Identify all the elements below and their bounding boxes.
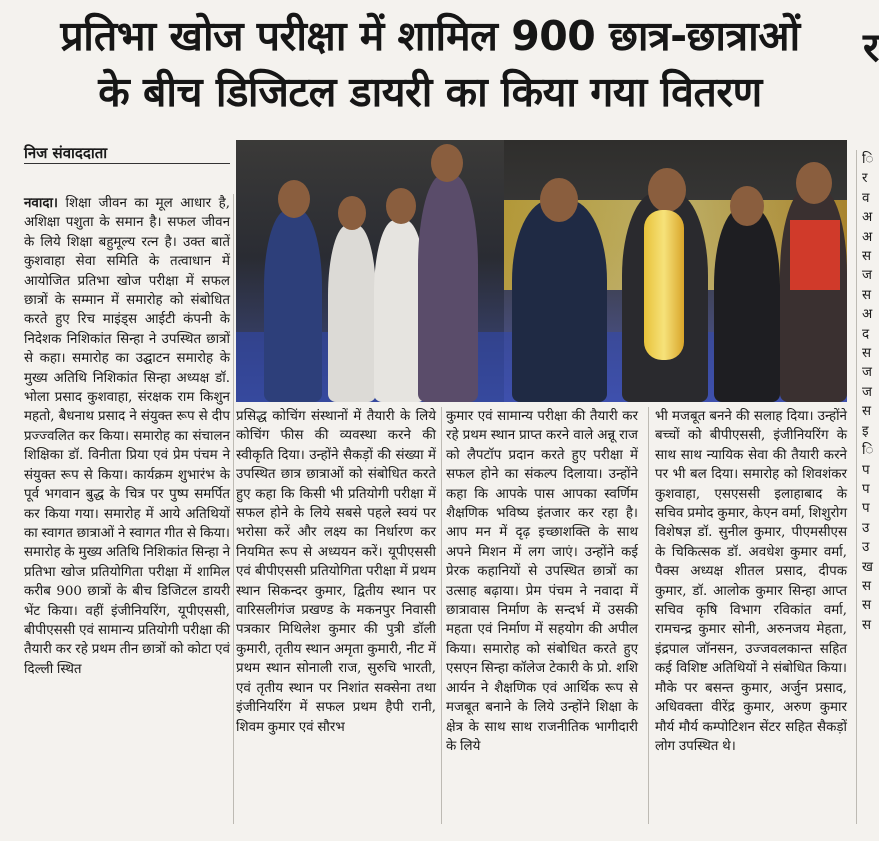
byline: निज संवाददाता [24,143,230,164]
article-column-1-text: शिक्षा जीवन का मूल आधार है, अशिक्षा पशुता के समान है। सफल जीवन के लिये शिक्षा बहुमूल्य रत्न है। उक्त बातें कुशवाहा सेवा समिति के तत्वाधान में आयोजित प्रतिभा खोज परीक्षा में सफल छात्रों के सम्मान में समारोह को संबोधित करते हुए रिच माइंड्स आईटी कंपनी के निदेशक निशिकांत सिन्हा ने उपस्थित छात्रों से कहा। समारोह का उद्घाटन समारोह के मुख्य अतिथि निशिकांत सिन्हा अध्यक्ष डॉ. भोला प्रसाद कुशवाहा, संरक्षक राम किशुन महतो, बैधनाथ प्रसाद ने संयुक्त रूप से दीप प्रज्ज्वलित कर किया। समारोह का संचालन शिक्षिका डॉ. विनीता प्रिया एवं प्रेम पंचम ने संयुक्त रूप से किया। कार्यक्रम शुभारंभ के पूर्व भगवान बुद्ध के चित्र पर पुष्प समर्पित कर किया गया। समारोह में आये अतिथियों का स्वागत छात्राओं ने स्वागत गीत से किया। समारोह के मुख्य अतिथि निशिकांत सिन्हा ने प्रतिभा खोज प्रतियोगिता परीक्षा में शामिल करीब 900 छात्रों के बीच डिजिटल डायरी भेंट किया। वहीं इंजीनियरिंग, यूपीएससी, बीपीएससी एवं सामान्य प्रतियोगी परीक्षा की तैयारी कर रहे प्रथम तीन छात्रों को कोटा एवं दिल्ली स्थित [24,196,230,677]
headline-line-1: प्रतिभा खोज परीक्षा में शामिल 900 छात्र-छात्राओं [60,12,800,60]
dateline: नवादा। [24,195,58,211]
adjacent-headline-fragment: र [863,25,879,71]
article-column-1 [24,194,230,679]
adjacent-column-fragment: ि र व अ अ स ज स अ द स ज ज स इ ि प प प उ उ ख स स स [862,152,874,633]
headline [0,8,860,120]
event-photo-right [504,140,847,402]
article-column-2: प्रसिद्ध कोचिंग संस्थानों में तैयारी के लिये कोचिंग फीस की व्यवस्था करने की स्वीकृति दिया। उन्होंने सैकड़ों की संख्या में उपस्थित छात्र छात्राओं को संबोधित करते हुए कहा कि किसी भी प्रतियोगी परीक्षा में सफल होने के लिये सबसे पहले स्वयं पर भरोसा करें और लक्ष्य का निर्धारण कर नियमित रूप से अध्ययन करें। यूपीएससी एवं बीपीएससी प्रतियोगिता परीक्षा में प्रथम स्थान सिकन्दर कुमार, द्वितीय स्थान पर वारिसलीगंज प्रखण्ड के मकनपुर निवासी पत्रकार मिथिलेश कुमार की पुत्री डॉली कुमारी, तृतीय स्थान अमृता कुमारी, नीट में प्रथम स्थान सोनाली राज, सुरुचि भारती, एवं तृतीय स्थान पर निशांत सक्सेना तथा इंजीनियरिंग में सफल प्रथम हैपी रानी, शिवम कुमार एवं सौरभ [236,409,436,735]
article-column-3: कुमार एवं सामान्य परीक्षा की तैयारी कर रहे प्रथम स्थान प्राप्त करने वाले अन्नू राज को लैपटॉप प्रदान करते हुए परीक्षा में सफल होने का संकल्प दिलाया। उन्होंने कहा कि आपके पास आपका स्वर्णिम शैक्षणिक भविष्य इंतजार कर रहा है। आप मन में दृढ़ इच्छाशक्ति के साथ अपने मिशन में लग जाएं। उन्होंने कई प्रेरक कहानियों से उपस्थित छात्रों का उत्साह बढ़ाया। प्रेम पंचम ने नवादा में छात्रावास निर्माण के सन्दर्भ में उसकी महता एवं निर्माण में सहयोग की अपील किया। समारोह को संबोधित करते हुए एसएन सिन्हा कॉलेज टेकारी के प्रो. शशि आर्यन ने शैक्षणिक एवं आर्थिक रूप से मजबूत बनाने के लिये उन्होंने शिक्षा के क्षेत्र के साथ साथ राजनीतिक भागीदारी के लिये [446,409,638,754]
article-column-4: भी मजबूत बनने की सलाह दिया। उन्होंने बच्चों को बीपीएससी, इंजीनियरिंग के साथ साथ न्यायिक सेवा की तैयारी करने पर भी बल दिया। समारोह को शिवशंकर कुशवाहा, एसएससी इलाहाबाद के सचिव प्रमोद कुमार, केएन वर्मा, शिशुरोग विशेषज्ञ डॉ. सुनील कुमार, पीएमसीएस के चिकित्सक डॉ. अवधेश कुमार वर्मा, पैक्स अध्यक्ष शीतल प्रसाद, दीपक कुमार, डॉ. आलोक कुमार सिन्हा आप्त सचिव कृषि विभाग रविकांत वर्मा, रामचन्द्र कुमार सोनी, अरुनजय मेहता, इंद्रपाल जॉनसन, उज्जवलकान्त सहित कई विशिष्ट अतिथियों ने संबोधित किया। मौके पर बसन्त कुमार, अर्जुन प्रसाद, अधिवक्ता वीरेंद्र कुमार, अरुण कुमार मौर्य मौर्य कम्पोटिशन सेंटर सहित सैकड़ों लोग उपस्थित थे। [655,409,847,754]
event-photo-left [236,140,504,402]
headline-line-2: के बीच डिजिटल डायरी का किया गया वितरण [98,68,762,116]
